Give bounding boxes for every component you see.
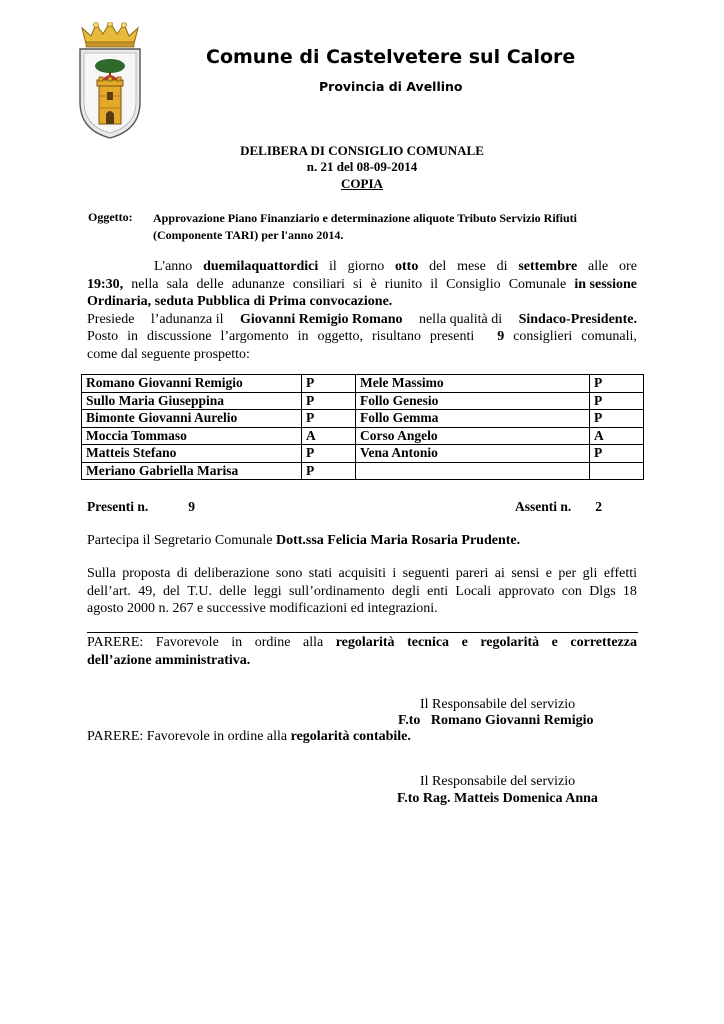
provincia-subtitle: Provincia di Avellino: [319, 79, 463, 94]
responsabile-label-2: Il Responsabile del servizio: [420, 774, 576, 789]
pareri-intro-paragraph: [87, 565, 637, 618]
text-word: proposta: [122, 566, 171, 581]
document-type-title: DELIBERA DI CONSIGLIO COMUNALE: [240, 143, 484, 158]
pareri-line-3: agosto 2000 n. 267 e successive modificazioni ed integrazioni.: [87, 601, 438, 616]
responsabile-label-1: Il Responsabile del servizio: [420, 697, 576, 712]
text-word: 18: [622, 583, 637, 599]
intro-word: discussione: [146, 329, 212, 344]
councillor-name: Sullo Maria Giuseppina: [82, 392, 302, 410]
text-word: delle: [219, 583, 247, 599]
intro-word: comunali,: [581, 329, 637, 344]
text-word: e: [545, 566, 552, 581]
text-word: correttezza: [570, 635, 637, 650]
text-word: regolarità: [480, 635, 540, 650]
parere2-bold: regolarità contabile.: [290, 729, 411, 744]
attendance-status: A: [302, 427, 356, 445]
text-word: e: [461, 635, 468, 650]
intro-word: nella: [131, 276, 159, 292]
intro-line-1: [87, 258, 637, 276]
segretario-text: Partecipa il Segretario Comunale: [87, 533, 273, 548]
intro-word: Presiede: [87, 311, 135, 327]
intro-word: mese: [457, 259, 486, 274]
municipal-crest-logo: [72, 22, 148, 140]
assenti-label: Assenti n.: [515, 499, 572, 514]
intro-word: adunanze: [231, 276, 285, 292]
attendance-status: [590, 462, 644, 480]
presenti-value: 9: [188, 499, 195, 514]
text-word: seguenti: [402, 566, 450, 581]
text-word: sono: [275, 566, 303, 581]
section-divider: [87, 632, 638, 633]
intro-word: in: [297, 329, 309, 344]
intro-word: di: [496, 259, 508, 274]
councillor-name: Romano Giovanni Remigio: [82, 375, 302, 393]
text-word: sull’ordinamento: [288, 583, 385, 599]
text-word: regolarità: [335, 635, 395, 650]
intro-word: Comunale: [508, 276, 567, 292]
intro-word: sala: [166, 276, 189, 292]
parere1-line-1: [87, 634, 637, 652]
intro-president-name: Giovanni Remigio Romano: [239, 311, 403, 327]
presenti-label: Presenti n.: [87, 499, 149, 514]
attendance-status: P: [302, 392, 356, 410]
councillor-name: Meriano Gabriella Marisa: [82, 462, 302, 480]
intro-line-5: [87, 328, 637, 346]
intro-line-4: [87, 311, 637, 329]
text-word: dell’azione amministrativa.: [87, 652, 251, 668]
session-intro-paragraph: [87, 258, 637, 363]
intro-day: otto: [395, 259, 419, 274]
text-word: in: [231, 635, 243, 650]
intro-word: l’argomento: [220, 329, 289, 344]
responsabile-signature-2: F.to Rag. Matteis Domenica Anna: [397, 791, 598, 806]
attendance-status: P: [590, 375, 644, 393]
intro-word: alle: [588, 259, 609, 274]
attendance-status: P: [590, 410, 644, 428]
intro-word: si: [353, 276, 363, 292]
segretario-line: [87, 532, 637, 550]
text-word: sensi: [511, 566, 540, 581]
attendance-status: P: [302, 410, 356, 428]
attendance-row: [82, 410, 644, 428]
oggetto-line-2: (Componente TARI) per l'anno 2014.: [153, 228, 344, 242]
attendance-table-body: [82, 375, 644, 480]
text-word: dell’art.: [87, 583, 131, 599]
text-word: acquisiti: [338, 566, 386, 581]
intro-word: oggetto,: [317, 329, 363, 344]
text-word: gli: [582, 566, 598, 581]
text-word: degli: [391, 583, 420, 599]
intro-word: il: [329, 259, 337, 274]
attendance-row: [82, 462, 644, 480]
intro-session-detail: Ordinaria, seduta Pubblica di Prima convocazione.: [87, 294, 393, 309]
intro-president-role: Sindaco-Presidente.: [518, 311, 637, 327]
intro-word: presenti: [429, 329, 475, 344]
intro-present-count: 9: [497, 329, 505, 344]
text-word: ordine: [254, 635, 291, 650]
responsabile-signature-1: F.to Romano Giovanni Remigio: [398, 713, 594, 728]
councillor-name: Follo Genesio: [356, 392, 590, 410]
text-word: T.U.: [187, 583, 212, 599]
text-word: Dlgs: [589, 583, 616, 599]
councillor-name: Follo Gemma: [356, 410, 590, 428]
text-word: Locali: [455, 583, 492, 599]
attendance-status: P: [302, 445, 356, 463]
text-word: stati: [308, 566, 333, 581]
text-word: PARERE:: [87, 635, 144, 650]
text-word: pareri: [455, 566, 489, 581]
text-word: per: [558, 566, 577, 581]
intro-word: consiliari: [292, 276, 345, 292]
intro-line-3: [87, 293, 637, 311]
text-word: Sulla: [87, 566, 116, 581]
text-word: alla: [302, 635, 324, 650]
councillor-name: [356, 462, 590, 480]
text-word: 49,: [138, 583, 156, 599]
intro-word: riunito: [384, 276, 423, 292]
pareri-line-2: [87, 583, 637, 601]
parere-contabile: [87, 729, 411, 745]
text-word: approvato: [498, 583, 555, 599]
attendance-status: P: [590, 445, 644, 463]
attendance-row: [82, 427, 644, 445]
councillor-name: Moccia Tommaso: [82, 427, 302, 445]
intro-word: consiglieri: [513, 329, 573, 344]
intro-line-2: [87, 276, 637, 294]
intro-word: l’adunanza il: [150, 311, 224, 327]
intro-month: settembre: [518, 259, 578, 274]
intro-word: Consiglio: [446, 276, 501, 292]
text-word: Favorevole: [155, 635, 219, 650]
intro-year: duemilaquattordici: [203, 259, 319, 274]
councillor-name: Vena Antonio: [356, 445, 590, 463]
presenti-total: [87, 499, 195, 515]
intro-time: 19:30,: [87, 276, 124, 292]
intro-word: il: [430, 276, 439, 292]
text-word: effetti: [603, 566, 637, 581]
text-word: di: [176, 566, 188, 581]
parere-tecnico: [87, 634, 637, 669]
attendance-status: A: [590, 427, 644, 445]
intro-word: del: [429, 259, 447, 274]
intro-word: ore: [619, 259, 637, 274]
councillor-name: Corso Angelo: [356, 427, 590, 445]
oggetto-text: [153, 210, 643, 244]
intro-word: nella qualità di: [418, 311, 503, 327]
intro-word: risultano: [371, 329, 421, 344]
attendance-row: [82, 445, 644, 463]
attendance-table: [81, 374, 644, 480]
comune-title: Comune di Castelvetere sul Calore: [206, 46, 576, 68]
intro-line-6: come dal seguente prospetto:: [87, 346, 250, 362]
attendance-status: P: [302, 462, 356, 480]
intro-word: L'anno: [154, 259, 193, 274]
attendance-row: [82, 375, 644, 393]
oggetto-label: Oggetto:: [88, 210, 133, 224]
copy-label: [0, 176, 724, 192]
assenti-total: [515, 499, 602, 515]
text-word: con: [561, 583, 582, 599]
text-word: e: [551, 635, 558, 650]
attendance-status: P: [302, 375, 356, 393]
oggetto-line-1: Approvazione Piano Finanziario e determinazione aliquote Tributo Servizio Rifiuti: [153, 211, 577, 225]
councillor-name: Mele Massimo: [356, 375, 590, 393]
assenti-value: 2: [595, 499, 603, 514]
parere1-line-2: [87, 652, 637, 670]
councillor-name: Matteis Stefano: [82, 445, 302, 463]
attendance-row: [82, 392, 644, 410]
intro-word: Posto: [87, 329, 119, 344]
intro-word: è: [370, 276, 377, 292]
intro-word: giorno: [347, 259, 385, 274]
text-word: leggi: [253, 583, 282, 599]
text-word: tecnica: [407, 635, 450, 650]
intro-word: delle: [196, 276, 224, 292]
parere2-text: PARERE: Favorevole in ordine alla: [87, 729, 288, 744]
delibera-number: n. 21 del 08-09-2014: [306, 159, 418, 174]
councillor-name: Bimonte Giovanni Aurelio: [82, 410, 302, 428]
text-word: ai: [494, 566, 505, 581]
text-word: del: [162, 583, 181, 599]
text-word: i: [392, 566, 397, 581]
text-word: deliberazione: [194, 566, 270, 581]
copy-label-text: COPIA: [341, 176, 383, 191]
segretario-name: Dott.ssa Felicia Maria Rosaria Prudente.: [275, 533, 521, 548]
attendance-status: P: [590, 392, 644, 410]
text-word: enti: [427, 583, 449, 599]
pareri-line-1: [87, 565, 637, 583]
intro-session-type: in sessione: [574, 276, 637, 292]
intro-word: in: [127, 329, 138, 344]
